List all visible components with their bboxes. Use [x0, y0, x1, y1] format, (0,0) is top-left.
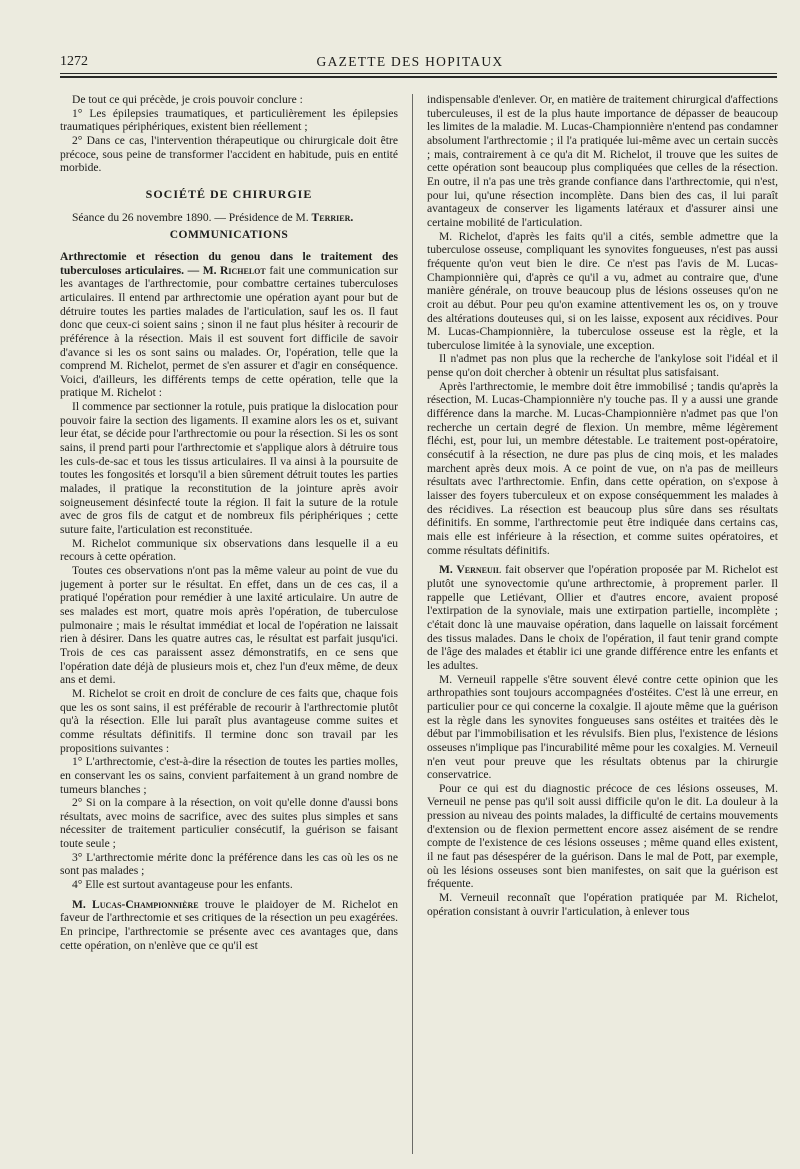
rubric-communications: COMMUNICATIONS	[169, 229, 289, 242]
closing-text: trouve le plaidoyer de M. Richelot en faveur de l'arthrectomie et ses critiques de la résection un peu exagérées. En principe, l'arthrectomie se présente avec ces avantages que, dans cette opération, on n'enlève que ce qu'il est	[60, 898, 398, 952]
body-paragraph: M. Richelot communique six observations dans lesquelle il a eu recours à cette opération.	[60, 537, 398, 564]
body-paragraph: indispensable d'enlever. Or, en matière de traitement chirurgical d'affections tuberculeuses, il est de la plus haute importance de dépasser de beaucoup les limites de la maladie. M. Lucas-Championnière n'entend pas condamner absolument l'arthrectomie ; il l'a pratiquée lui-même avec un certain succès ; mais, contrairement à ce qu'a dit M. Richelot, il trouve que les suites de cette opération sont beaucoup plus compliquées que celles de la résection. En outre, il n'a pas une très grande confiance dans l'arthrectomie, qui n'est, pour lui, qu'une résection incomplète. Dans bien des cas, il lui paraît avantageux de conserver les ligaments latéraux et d'assurer ainsi une certaine mobilité de l'articulation.	[427, 94, 778, 229]
journal-title: GAZETTE DES HOPITAUX	[316, 54, 504, 69]
header-rule-thick	[60, 76, 777, 78]
article-lead-text: fait une communication sur les avantages de l'arthrectomie, pour combattre certaines tuberculoses articulaires. Il entend par arthrectomie une opération ayant pour but de détruire toutes les parties malades de l'articulation, sauf les os. Il faut donc que ceux-ci soient sains ; sinon il ne faut plus hésiter à recourir de préférence à la résection. Mais il est souvent fort difficile de savoir d'avance si les os sont sains ou malades. Or, l'opération, telle que la comprend M. Richelot, permet de s'en assurer et d'agir en conséquence. Voici, d'ailleurs, les différents temps de cette opération, telle que la pratique M. Richelot :	[60, 264, 398, 400]
intro-paragraph: 1° Les épilepsies traumatiques, et particulièrement les épilepsies traumatiques périphériques, existent bien réellement ;	[60, 107, 398, 134]
page-header	[60, 50, 760, 70]
left-column	[60, 94, 398, 1154]
body-paragraph: 2° Si on la compare à la résection, on voit qu'elle donne d'aussi bons résultats, avec moins de sacrifice, avec des suites plus simples et sans nécessiter de traitement particulier consécutif, la guérison se faisant toute seule ;	[60, 797, 398, 851]
header-rule-thin	[60, 73, 777, 74]
body-paragraph: 3° L'arthrectomie mérite donc la préférence dans les cas où les os ne sont pas malades ;	[60, 851, 398, 878]
closing-paragraph	[60, 899, 398, 954]
intro-paragraph: De tout ce qui précède, je crois pouvoir conclure :	[72, 94, 303, 106]
right-column	[427, 94, 778, 1154]
body-paragraph: Il n'admet pas non plus que la recherche de l'ankylose soit l'idéal et il pense qu'on doit chercher à obtenir un résultat plus satisfaisant.	[427, 353, 778, 380]
body-paragraph: Après l'arthrectomie, le membre doit être immobilisé ; tandis qu'après la résection, M. Lucas-Championnière n'y touche pas. Il y a aussi une grande différence dans la marche. M. Lucas-Championnière n'admet pas que l'on recherche un certain degré de flexion. Un membre, même légèrement fléchi, est, pour lui, un membre détestable. Le traitement post-opératoire, consécutif à la résection, ne dure pas plus de cinq mois, et les malades marchent après deux mois. A ce point de vue, on n'a pas de meilleurs résultats avec l'arthrectomie. Enfin, dans cette opération, on s'expose à laisser des foyers tuberculeux et on expose conséquemment les malades à des récidives. La résection est beaucoup plus sûre dans ses résultats définitifs. En somme, l'arthrectomie peut être indiquée dans certains cas, mais elle est inférieure à la résection, et comme suites opératoires, et comme résultats définitifs.	[427, 380, 778, 557]
body-paragraph: M. Richelot, d'après les faits qu'il a cités, semble admettre que la tuberculose osseuse, compliquant les synovites fongueuses, n'est pas aussi fréquente qu'on veut bien le dire. Ce n'est pas l'avis de M. Lucas-Championnière qui, d'après ce qu'il a vu, admet au contraire que, d'une manière générale, on trouve beaucoup plus de lésions osseuses qu'on ne croit au début. Pour peu qu'on examine attentivement les os, on y trouve des altérations douteuses qui, si on les laisse, exposent aux récidives. Pour M. Lucas-Championnière, la tuberculose osseuse est la règle, et la tuberculose limitée à la synoviale, une exception.	[427, 230, 778, 352]
body-paragraph: Toutes ces observations n'ont pas la même valeur au point de vue du jugement à porter sur le résultat. En effet, dans un de ces cas, il a pratiqué l'opération pour remédier à une laxité articulaire. Un autre de ses malades est mort, quatre mois après l'opération, de tuberculose pulmonaire ; mais le résultat immédiat et local de l'opération ne laissait rien à désirer. Dans les quatre autres cas, le résultat est parfait jusqu'ici. Trois de ces cas paraissent assez démonstratifs, en ce sens que l'opération date déjà de plusieurs mois et, chez l'un d'eux même, de deux ans et demi.	[60, 565, 398, 687]
intro-paragraph: 2° Dans ce cas, l'intervention thérapeutique ou chirurgicale doit être précoce, sous peine de transformer l'accident en habitude, puis en entité morbide.	[60, 134, 398, 175]
body-paragraph: M. Verneuil rappelle s'être souvent élevé contre cette opinion que les arthropathies sont toujours accompagnées d'ostéites. C'est là une erreur, en particulier pour ce qui concerne la coxalgie. Il ajoute même que la guérison est la règle dans les synovites fongueuses sans ostéites et traitées dès le début par l'immobilisation et les révulsifs. Bien plus, l'existence de lésions osseuses n'implique pas l'incurabilité même pour les coxalgies. M. Verneuil n'en veut pour preuve que les résultats obtenus par la chirurgie conservatrice.	[427, 673, 778, 782]
session-line	[60, 212, 398, 226]
body-paragraph: Pour ce qui est du diagnostic précoce de ces lésions osseuses, M. Verneuil ne pense pas qu'il soit aussi difficile qu'on le dit. La douleur à la pression au niveau des points malades, la difficulté de certains mouvements d'extension ou de flexion permettent encore assez aisément de se rendre compte de l'existence de ces lésions osseuses ; même quand elles existent, il ne faut pas désespérer de la guérison. Dans le mal de Pott, par exemple, où les lésions osseuses sont bien manifestes, on sait que la guérison est fréquente.	[427, 782, 778, 891]
column-divider	[412, 94, 413, 1154]
verneuil-paragraph	[427, 564, 778, 673]
body-paragraph: 1° L'arthrectomie, c'est-à-dire la résection de toutes les parties molles, en conservant les os sains, convient parfaitement à un grand nombre de tumeurs blanches ;	[60, 756, 398, 796]
body-paragraph: M. Verneuil reconnaît que l'opération pratiquée par M. Richelot, opération consistant à ouvrir l'articulation, à enlever tous	[427, 892, 778, 918]
section-title: SOCIÉTÉ DE CHIRURGIE	[145, 186, 313, 201]
article-lead-paragraph	[60, 251, 398, 401]
body-paragraph: M. Richelot se croit en droit de conclure de ces faits que, chaque fois que les os sont sains, il est préférable de recourir à l'arthrectomie plutôt qu'à la résection. Elle lui paraît plus avantageuse comme suites et comme résultats définitifs. Il termine donc son travail par les propositions suivantes :	[60, 687, 398, 755]
article-author: — M. Richelot	[187, 264, 266, 277]
session-president: Terrier.	[311, 211, 354, 224]
closing-author: M. Lucas-Championnière	[72, 898, 199, 911]
verneuil-text: fait observer que l'opération proposée par M. Richelot est plutôt une synovectomie qu'une arthrectomie, à proprement parler. Il rappelle que Letiévant, Ollier et d'autres encore, avaient proposé l'extirpation de la synoviale, mais une extirpation partielle, incomplète ; c'était donc là une mauvaise opération, dans laquelle on laissait forcément des tissus malades. Dans le choix de l'opération, il faut tenir grand compte de l'âge des malades et établir ici une grande différence entre les enfants et les adultes.	[427, 564, 778, 672]
verneuil-name: M. Verneuil	[439, 564, 502, 577]
article-title: Arthrectomie et résection du genou dans le traitement des tuberculoses articulaires.	[60, 250, 398, 277]
page-number: 1272	[60, 54, 88, 69]
body-paragraph: Il commence par sectionner la rotule, puis pratique la dislocation pour pouvoir faire la section des ligaments. Il examine alors les os et, suivant leur état, se décide pour l'arthrectomie ou pour la résection. Si les os sont sains, il prend parti pour l'arthrectomie et s'applique alors à détruire tous les culs-de-sac et tous les tissus articulaires. Il va ainsi à la poursuite de toutes les fongosités et lorsqu'il a bien sûrement détruit toutes les parties malades, il pratique la reconstitution de la jointure après avoir soigneusement désinfecté toute la région. Il fait la suture de la rotule avec de gros fils de catgut et de nombreux fils périphériques ; cette suture faite, l'articulation est reconstituée.	[60, 401, 398, 537]
session-label: Séance du 26 novembre 1890. — Présidence de M.	[72, 211, 309, 224]
body-paragraph: 4° Elle est surtout avantageuse pour les enfants.	[72, 879, 293, 892]
